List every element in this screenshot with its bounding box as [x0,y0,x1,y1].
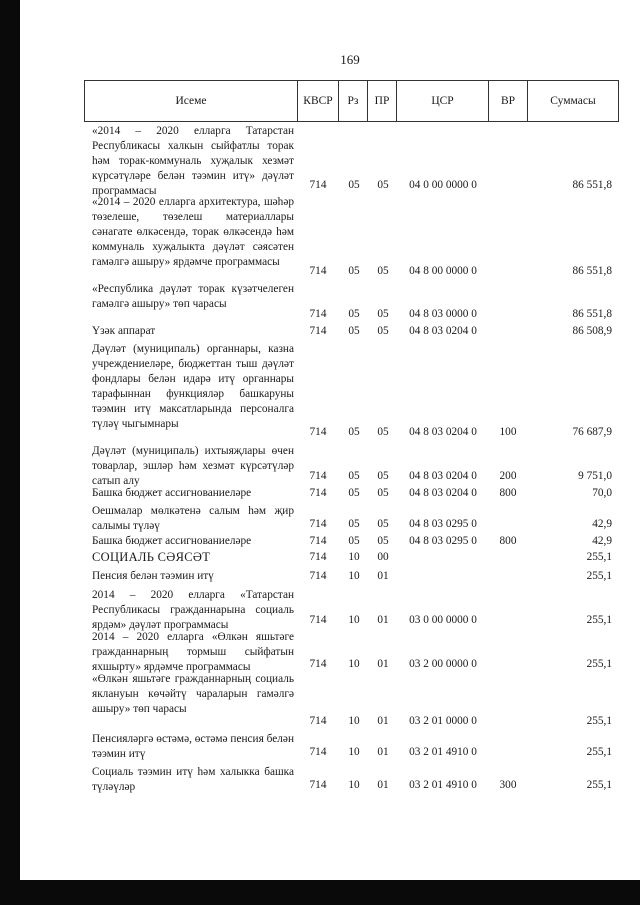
row-sum: 9 751,0 [578,470,612,482]
header-csr: ЦСР [396,80,489,122]
row-kvsr: 714 [309,746,327,758]
row-rz: 10 [348,551,360,563]
row-name: Дәүләт (муниципаль) ихтыяҗлары өчен товарлар, эшләр һәм хезмәт күрсәтүләр сатып алу [92,445,294,487]
row-pr: 05 [377,179,389,191]
row-sum: 255,1 [586,779,612,791]
row-kvsr: 714 [309,779,327,791]
row-pr: 01 [377,746,389,758]
row-sum: 255,1 [586,715,612,727]
row-kvsr: 714 [309,179,327,191]
row-rz: 05 [348,426,360,438]
row-sum: 86 508,9 [572,325,612,337]
header-kvsr: КВСР [297,80,339,122]
row-pr: 01 [377,614,389,626]
row-csr: 04 0 00 0000 0 [409,179,477,191]
row-rz: 05 [348,487,360,499]
row-csr: 03 2 01 4910 0 [409,746,477,758]
row-sum: 86 551,8 [572,308,612,320]
row-rz: 05 [348,308,360,320]
row-name: Оешмалар мөлкәтенә салым һәм җир салымы түләү [92,505,294,532]
row-sum: 42,9 [592,535,612,547]
row-sum: 255,1 [586,614,612,626]
row-pr: 05 [377,308,389,320]
row-pr: 05 [377,518,389,530]
row-name: «2014 – 2020 елларга архитектура, шәһәр төзелеше, төзелеш материаллары сәнагате өлкәсендә, торак өлкәсендә һәм коммуналь хуҗалыкта дәүләт сәясәтен гамәлгә ашыру» ярдәмче программасы [92,196,294,268]
header-vr: ВР [488,80,528,122]
row-csr: 04 8 03 0204 0 [409,426,477,438]
row-kvsr: 714 [309,570,327,582]
row-csr: 04 8 03 0295 0 [409,518,477,530]
row-vr: 200 [499,470,517,482]
row-sum: 255,1 [586,746,612,758]
row-name: Башка бюджет ассигнованиеләре [92,535,252,547]
row-rz: 10 [348,779,360,791]
header-sum: Суммасы [527,80,619,122]
row-name: Башка бюджет ассигнованиеләре [92,487,252,499]
row-name: «2014 – 2020 елларга Татарстан Республикасы халкын сыйфатлы торак һәм торак-коммуналь хуҗалык хезмәт күрсәтүләре белән тәэмин итү» дәүләт программасы [92,125,294,197]
row-sum: 86 551,8 [572,265,612,277]
row-sum: 255,1 [586,570,612,582]
row-name: 2014 – 2020 елларга «Өлкән яшьтәге гражданнарның тормыш сыйфатын яхшырту» ярдәмче программасы [92,631,294,673]
header-name: Исеме [84,80,298,122]
row-name: 2014 – 2020 елларга «Татарстан Республикасы гражданнарына социаль ярдәм» дәүләт программасы [92,589,294,631]
row-csr: 03 2 01 4910 0 [409,779,477,791]
row-csr: 03 2 00 0000 0 [409,658,477,670]
row-csr: 04 8 03 0295 0 [409,535,477,547]
row-pr: 05 [377,535,389,547]
header-pr: ПР [367,80,397,122]
row-pr: 01 [377,715,389,727]
row-rz: 05 [348,325,360,337]
row-vr: 800 [499,487,517,499]
row-sum: 255,1 [586,658,612,670]
row-rz: 05 [348,535,360,547]
page-number: 169 [340,52,360,67]
row-rz: 10 [348,746,360,758]
row-sum: 76 687,9 [572,426,612,438]
row-vr: 800 [499,535,517,547]
row-name: «Өлкән яшьтәге гражданнарның социаль яклануын көчәйтү чараларын гамәлгә ашыру» төп чарасы [92,673,294,715]
row-csr: 04 8 03 0000 0 [409,308,477,320]
row-sum: 70,0 [592,487,612,499]
row-name: Дәүләт (муниципаль) органнары, казна учреждениеләре, бюджеттан тыш дәүләт фондлары белән идарә итү органнары тарафыннан функцияләр башкаруны тәэмин итү максатларында персоналга түләү чыгымнары [92,343,294,430]
row-pr: 00 [377,551,389,563]
row-csr: 04 8 03 0204 0 [409,470,477,482]
row-rz: 10 [348,658,360,670]
row-rz: 05 [348,470,360,482]
row-csr: 04 8 03 0204 0 [409,487,477,499]
header-rz: Рз [338,80,368,122]
row-kvsr: 714 [309,658,327,670]
row-name: Пенсия белән тәэмин итү [92,570,214,582]
row-kvsr: 714 [309,535,327,547]
row-rz: 10 [348,715,360,727]
row-sum: 86 551,8 [572,179,612,191]
row-pr: 01 [377,570,389,582]
row-csr: 03 0 00 0000 0 [409,614,477,626]
row-rz: 10 [348,570,360,582]
row-rz: 05 [348,518,360,530]
section-heading: СОЦИАЛЬ СӘЯСӘТ [92,550,211,564]
row-pr: 01 [377,779,389,791]
row-kvsr: 714 [309,518,327,530]
row-pr: 01 [377,658,389,670]
row-pr: 05 [377,325,389,337]
row-sum: 255,1 [586,551,612,563]
row-sum: 42,9 [592,518,612,530]
row-kvsr: 714 [309,487,327,499]
row-rz: 05 [348,179,360,191]
row-kvsr: 714 [309,715,327,727]
row-kvsr: 714 [309,325,327,337]
row-vr: 100 [499,426,517,438]
row-vr: 300 [499,779,517,791]
row-csr: 03 2 01 0000 0 [409,715,477,727]
row-kvsr: 714 [309,426,327,438]
row-kvsr: 714 [309,308,327,320]
row-rz: 05 [348,265,360,277]
row-kvsr: 714 [309,470,327,482]
row-kvsr: 714 [309,614,327,626]
row-name: Пенсияләргә өстәмә, өстәмә пенсия белән тәэмин итү [92,733,294,760]
row-pr: 05 [377,487,389,499]
row-name: «Республика дәүләт торак күзәтчелеген гамәлгә ашыру» төп чарасы [92,283,294,310]
row-kvsr: 714 [309,265,327,277]
row-pr: 05 [377,426,389,438]
row-rz: 10 [348,614,360,626]
row-csr: 04 8 00 0000 0 [409,265,477,277]
row-kvsr: 714 [309,551,327,563]
row-name: Социаль тәэмин итү һәм халыкка башка түләүләр [92,766,294,793]
row-name: Үзәк аппарат [92,325,156,337]
row-pr: 05 [377,470,389,482]
row-pr: 05 [377,265,389,277]
row-csr: 04 8 03 0204 0 [409,325,477,337]
